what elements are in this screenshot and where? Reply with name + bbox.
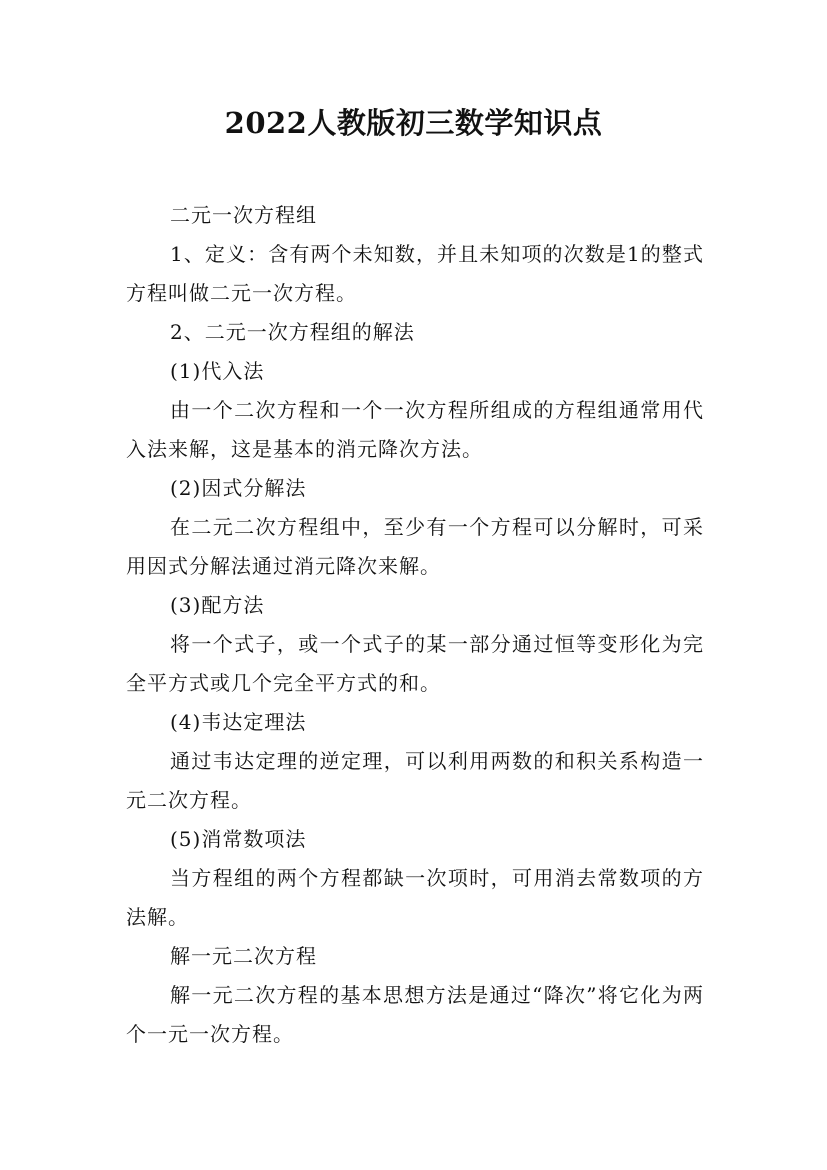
paragraph: 由一个二次方程和一个一次方程所组成的方程组通常用代入法来解，这是基本的消元降次方法。	[126, 398, 704, 461]
paragraph: 1、定义：含有两个未知数，并且未知项的次数是1的整式方程叫做二元一次方程。	[126, 242, 704, 305]
document-title: 2022人教版初三数学知识点	[224, 106, 603, 140]
document-body	[126, 196, 704, 1054]
paragraph: 当方程组的两个方程都缺一次项时，可用消去常数项的方法解。	[126, 866, 704, 929]
paragraph: 在二元二次方程组中，至少有一个方程可以分解时，可采用因式分解法通过消元降次来解。	[126, 515, 704, 578]
method-heading: (3)配方法	[170, 593, 265, 617]
paragraph: 将一个式子，或一个式子的某一部分通过恒等变形化为完全平方式或几个完全平方式的和。	[126, 632, 704, 695]
subsection-heading: 2、二元一次方程组的解法	[170, 320, 415, 344]
method-heading: (5)消常数项法	[170, 827, 307, 851]
method-heading: (1)代入法	[170, 359, 265, 383]
section-heading: 解一元二次方程	[170, 944, 317, 968]
method-heading: (4)韦达定理法	[170, 710, 307, 734]
method-heading: (2)因式分解法	[170, 476, 307, 500]
section-heading: 二元一次方程组	[170, 203, 317, 227]
paragraph: 解一元二次方程的基本思想方法是通过“降次”将它化为两个一元一次方程。	[126, 983, 704, 1046]
paragraph: 通过韦达定理的逆定理，可以利用两数的和积关系构造一元二次方程。	[126, 749, 704, 812]
